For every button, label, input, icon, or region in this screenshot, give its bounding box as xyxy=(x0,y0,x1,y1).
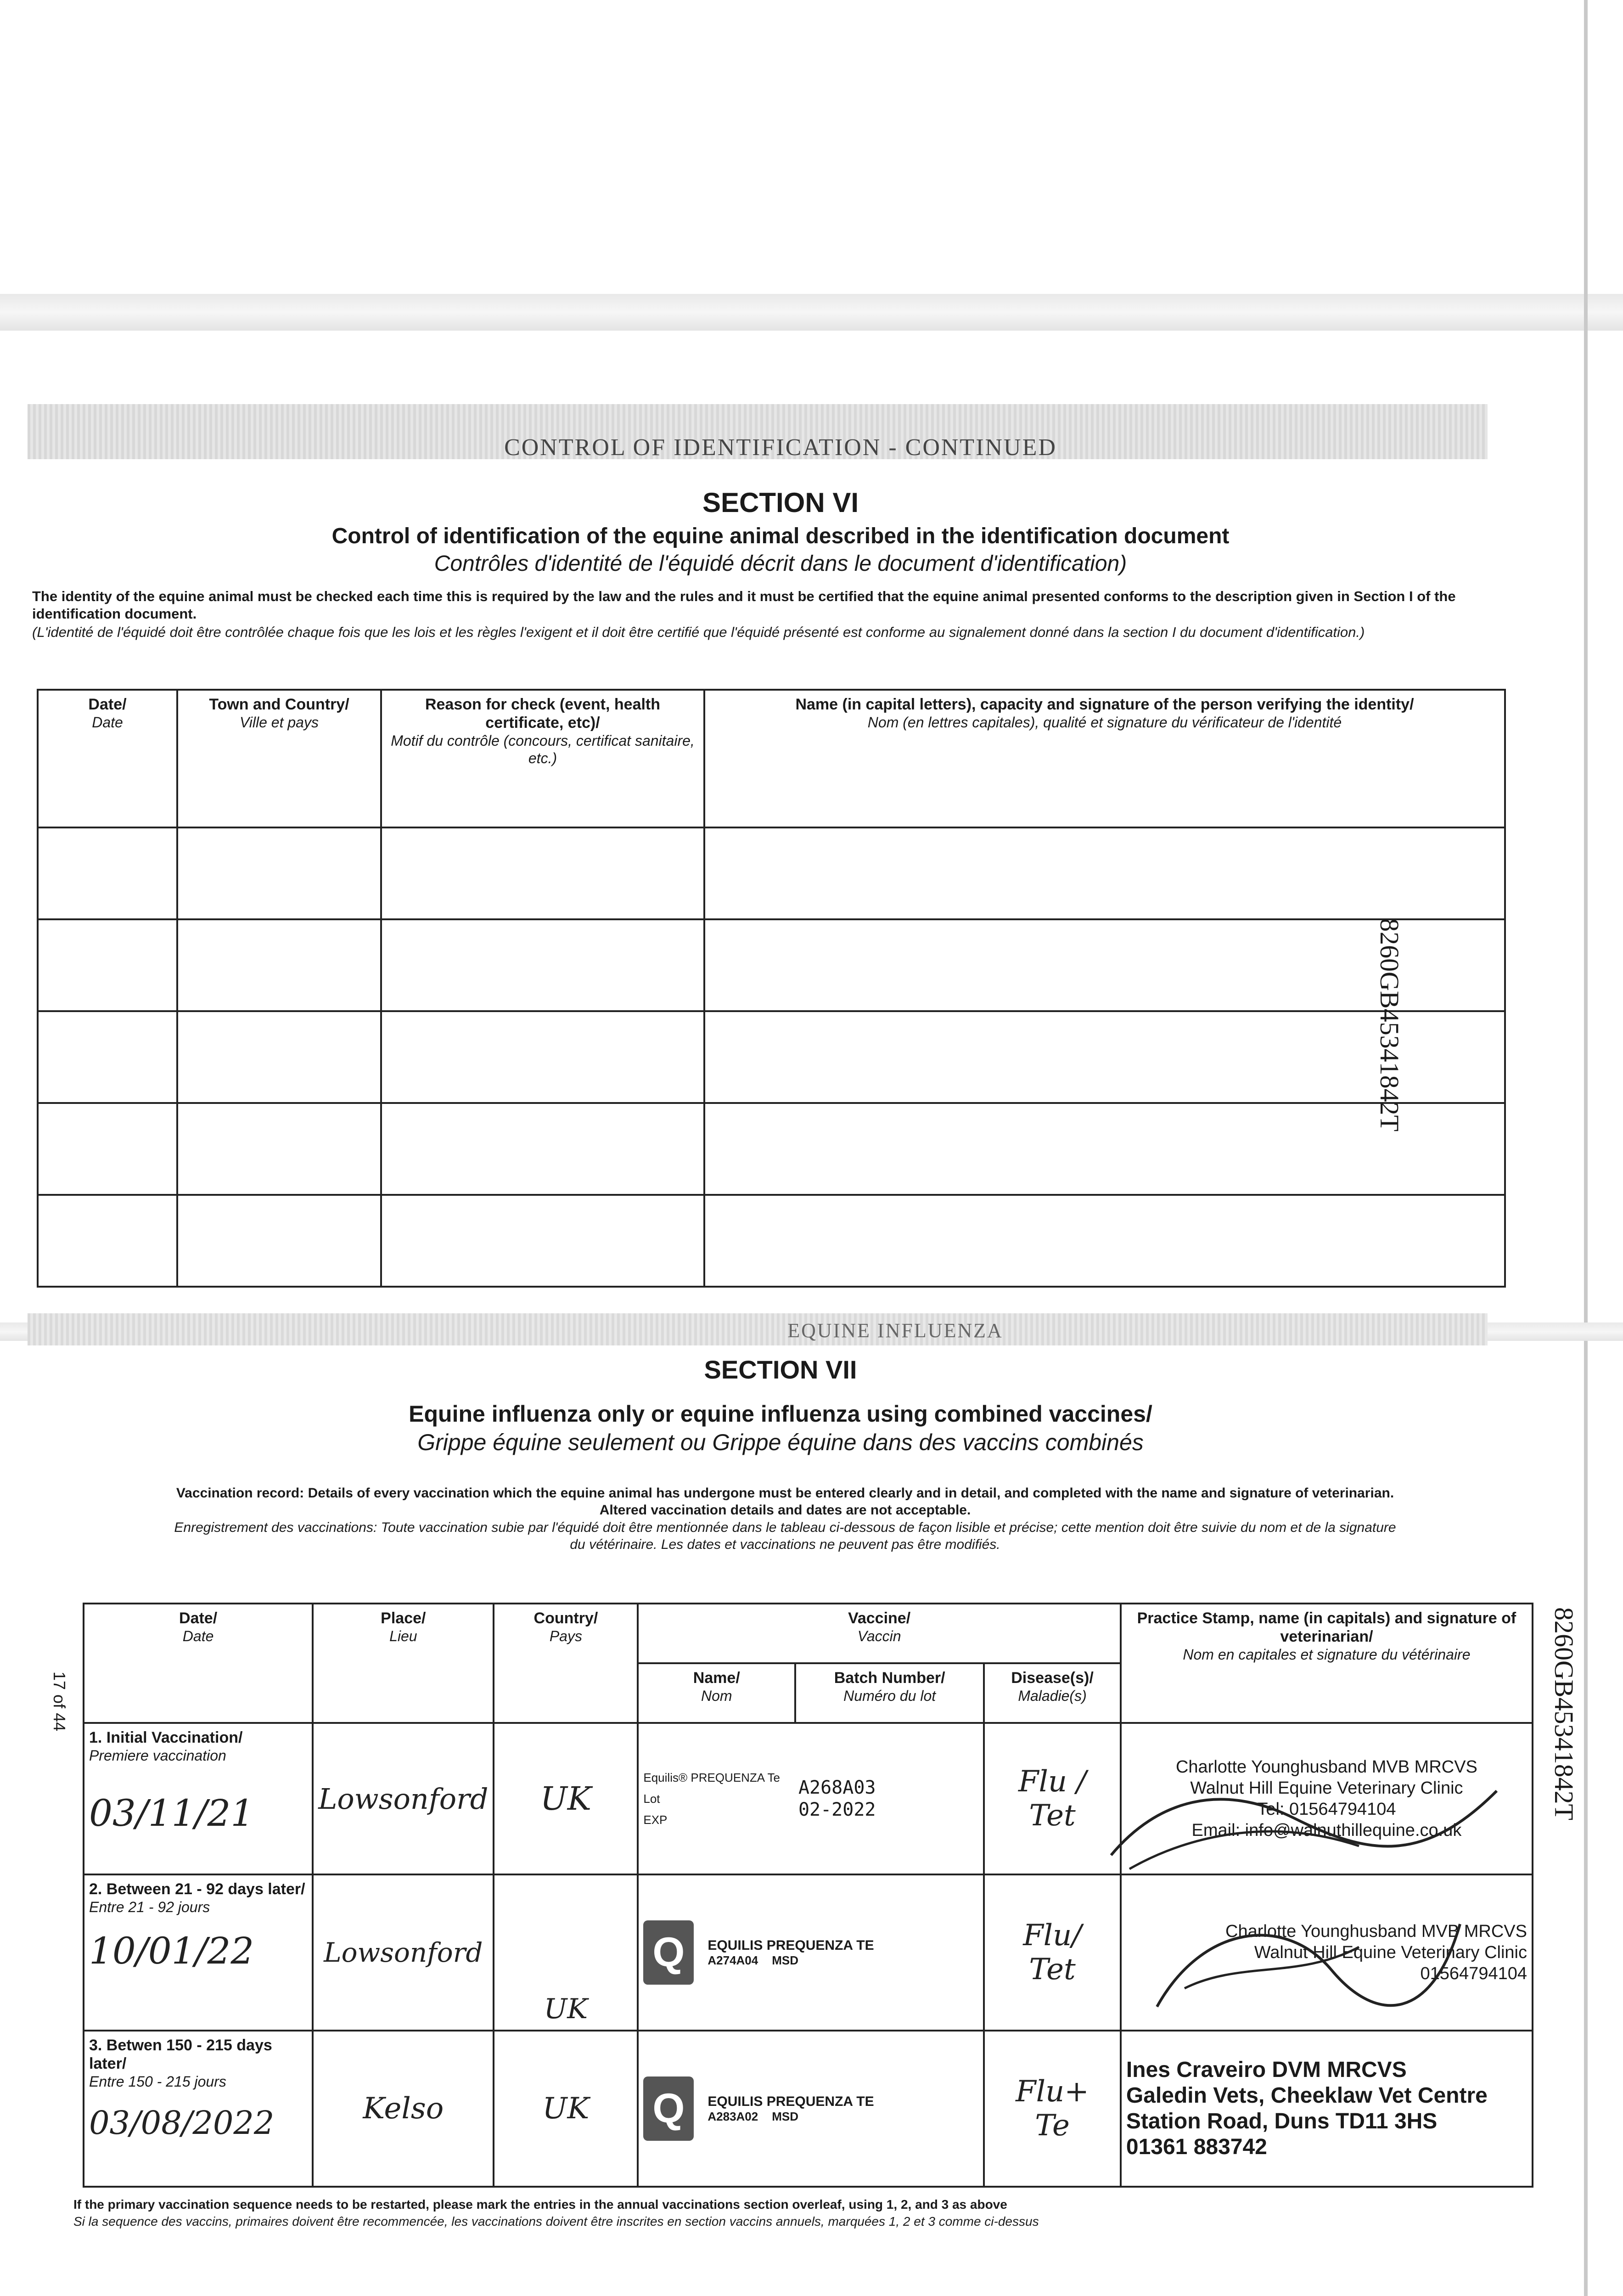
col-name-header: Name/ Nom xyxy=(638,1663,795,1723)
vaccination-place: Kelso xyxy=(363,2092,444,2126)
vaccination-table xyxy=(83,1603,1533,2188)
page-number: 17 of 44 xyxy=(50,1671,69,1732)
vaccination-date: 10/01/22 xyxy=(89,1930,254,1972)
table-row xyxy=(38,919,1505,1011)
vaccination-place: Lowsonford xyxy=(318,1782,489,1816)
expiry-date: 02-2022 xyxy=(798,1799,876,1820)
stamp-line-1: Ines Craveiro DVM MRCVS xyxy=(1126,2058,1407,2082)
section7-subtitle-fr: Grippe équine seulement ou Grippe équine dans des vaccins combinés xyxy=(417,1429,1144,1455)
vaccination-country: UK xyxy=(542,2092,590,2126)
table-row xyxy=(38,1103,1505,1195)
stamp-line-1: Charlotte Younghusband MVB MRCVS xyxy=(1175,1757,1477,1777)
col-stamp-header: Practice Stamp, name (in capitals) and signature of veterinarian/ Nom en capitales et signature du vétérinaire xyxy=(1121,1604,1533,1723)
col-town-header: Town and Country/ Ville et pays xyxy=(177,690,381,827)
table-row xyxy=(38,1195,1505,1287)
sticker-batch: A283A02 xyxy=(708,2109,758,2123)
record-text-fr-1: Enregistrement des vaccinations: Toute vaccination subie par l'équidé doit être mentionnée dans le tableau ci-dessous de façon lisible et précise; cette mention doit être suivie du nom et de la signature xyxy=(174,1520,1396,1535)
disease-line-2: Tet xyxy=(1029,1799,1076,1833)
row-label-en: 1. Initial Vaccination/ xyxy=(89,1729,243,1746)
col-date-header: Date/ Date xyxy=(38,690,177,827)
disease-line-1: Flu/ xyxy=(1023,1919,1082,1953)
lot-label: Lot xyxy=(643,1792,660,1806)
col-name-header: Name (in capital letters), capacity and signature of the person verifying the identity/ Nom (en lettres capitales), qualité et signature du vérificateur de l'identité xyxy=(704,690,1505,827)
sticker-maker: MSD xyxy=(772,1953,799,1967)
sticker-vaccine-name: EQUILIS PREQUENZA TE xyxy=(708,2093,874,2109)
scan-top-fold xyxy=(0,294,1623,331)
section7-subtitle-en: Equine influenza only or equine influenza using combined vaccines/ xyxy=(409,1401,1152,1427)
header-band-title: CONTROL OF IDENTIFICATION - CONTINUED xyxy=(504,434,1057,461)
disease-line-1: Flu+ xyxy=(1016,2075,1089,2109)
sticker-batch: A274A04 xyxy=(708,1953,758,1967)
footer-note-en: If the primary vaccination sequence needs to be restarted, please mark the entries in the annual vaccinations section overleaf, using 1, 2, and 3 as above xyxy=(73,2197,1007,2212)
vaccination-country: UK xyxy=(540,1780,592,1818)
record-text-en-2: Altered vaccination details and dates are not acceptable. xyxy=(599,1503,971,1518)
row-label-en: 2. Between 21 - 92 days later/ xyxy=(89,1880,305,1898)
vaccine-logo-icon: Q xyxy=(643,1920,694,1985)
disease-line-2: Te xyxy=(1035,2109,1070,2143)
vaccination-place: Lowsonford xyxy=(324,1937,483,1968)
scan-right-edge xyxy=(1584,0,1588,2296)
sticker-vaccine-name: EQUILIS PREQUENZA TE xyxy=(708,1937,874,1953)
row-label-fr: Premiere vaccination xyxy=(89,1747,226,1764)
signature-scribble-1 xyxy=(1102,1763,1515,1878)
section6-subtitle-en: Control of identification of the equine animal described in the identification document xyxy=(331,524,1230,548)
col-country-header: Country/ Pays xyxy=(494,1604,638,1723)
side-code-lower: 8260GB45341842T xyxy=(1549,1607,1579,1820)
batch-number: A268A03 xyxy=(798,1777,876,1798)
vaccination-date: 03/11/21 xyxy=(89,1792,254,1835)
col-batch-header: Batch Number/ Numéro du lot xyxy=(795,1663,984,1723)
identity-check-table xyxy=(37,689,1506,1288)
col-vaccine-header: Vaccine/ Vaccin xyxy=(638,1604,1121,1663)
vaccine-brand: Equilis® PREQUENZA Te xyxy=(643,1771,780,1784)
stamp-line-4: Email: info@walnuthillequine.co.uk xyxy=(1191,1821,1462,1840)
stamp-line-2: Walnut Hill Equine Veterinary Clinic xyxy=(1190,1778,1463,1798)
section7-title: SECTION VII xyxy=(704,1355,857,1384)
record-text-fr-2: du vétérinaire. Les dates et vaccinations ne peuvent pas être modifiés. xyxy=(570,1537,1000,1552)
stamp-line-2: Galedin Vets, Cheeklaw Vet Centre xyxy=(1126,2083,1488,2108)
stamp-line-3: 01564794104 xyxy=(1420,1964,1527,1983)
section6-intro-en: The identity of the equine animal must be checked each time this is required by the law and the rules and it must be certified that the equine animal presented conforms to the description given in Section I of the identification document. xyxy=(32,588,1456,622)
signature-scribble-2 xyxy=(1148,1906,1469,2025)
footer-note-fr: Si la sequence des vaccins, primaires doivent être recommencée, les vaccinations doivent être inscrites en section vaccins annuels, marquées 1, 2 et 3 comme ci-dessus xyxy=(73,2214,1039,2228)
vaccination-date: 03/08/2022 xyxy=(89,2104,275,2142)
row-label-fr: Entre 150 - 215 jours xyxy=(89,2073,226,2090)
col-place-header: Place/ Lieu xyxy=(313,1604,494,1723)
row-label-fr: Entre 21 - 92 jours xyxy=(89,1899,210,1915)
table-row xyxy=(38,1011,1505,1103)
exp-label: EXP xyxy=(643,1813,668,1827)
table-row xyxy=(38,827,1505,919)
side-code-upper: 8260GB45341842T xyxy=(1375,918,1404,1131)
stamp-line-3: Tel: 01564794104 xyxy=(1257,1800,1396,1819)
stamp-line-3: Station Road, Duns TD11 3HS xyxy=(1126,2109,1438,2133)
section6-intro-fr: (L'identité de l'équidé doit être contrôlée chaque fois que les lois et les règles l'exigent et il doit être certifié que l'équidé présenté est conforme au signalement donné dans la section I du document d'identification.) xyxy=(32,624,1365,640)
col-date-header: Date/ Date xyxy=(84,1604,313,1723)
row-label-en: 3. Betwen 150 - 215 days later/ xyxy=(89,2037,272,2072)
disease-line-1: Flu / xyxy=(1018,1765,1087,1799)
vaccine-logo-icon: Q xyxy=(643,2077,694,2141)
section7-band-title: EQUINE INFLUENZA xyxy=(787,1319,1003,1342)
record-text-en-1: Vaccination record: Details of every vaccination which the equine animal has undergone must be entered clearly and in detail, and completed with the name and signature of veterinarian. xyxy=(176,1486,1394,1501)
section6-title: SECTION VI xyxy=(702,487,859,518)
stamp-line-1: Charlotte Younghusband MVB MRCVS xyxy=(1225,1922,1527,1941)
section6-subtitle-fr: Contrôles d'identité de l'équidé décrit dans le document d'identification) xyxy=(434,551,1127,576)
vaccination-row-3 xyxy=(84,2031,1533,2187)
stamp-line-2: Walnut Hill Equine Veterinary Clinic xyxy=(1254,1943,1527,1962)
stamp-line-4: 01361 883742 xyxy=(1126,2135,1267,2159)
sticker-maker: MSD xyxy=(772,2109,799,2123)
vaccination-country: UK xyxy=(544,1993,588,2025)
disease-line-2: Tet xyxy=(1029,1953,1076,1986)
col-disease-header: Disease(s)/ Maladie(s) xyxy=(984,1663,1121,1723)
col-reason-header: Reason for check (event, health certificate, etc)/ Motif du contrôle (concours, certificat sanitaire, etc.) xyxy=(381,690,704,827)
